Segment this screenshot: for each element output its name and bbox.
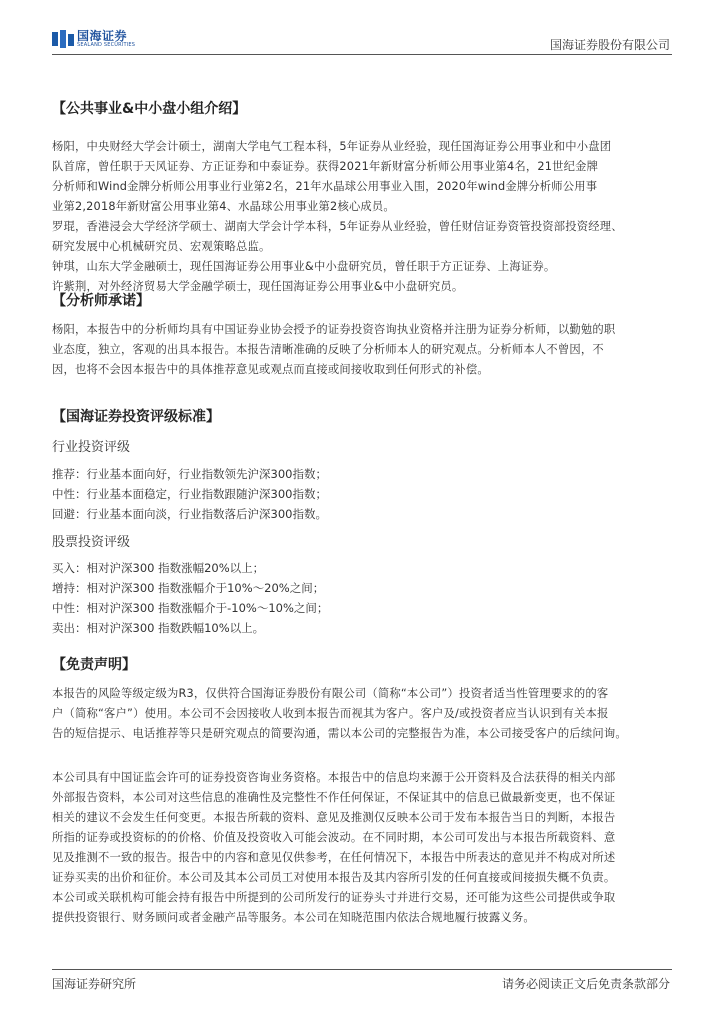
industry-rating-item: 回避：行业基本面向淡，行业指数落后沪深300指数。 (52, 507, 327, 521)
team-section-title: 【公共事业&中小盘小组介绍】 (52, 101, 247, 117)
team-line: 业第2,2018年新财富公用事业第4、水晶球公用事业第2核心成员。 (52, 200, 395, 213)
team-line: 许紫荆，对外经济贸易大学金融学硕士，现任国海证券公用事业&中小盘研究员。 (52, 280, 464, 293)
logo-name-en: SEALAND SECURITIES (77, 42, 136, 48)
logo-mark-icon (52, 30, 74, 48)
stock-rating-item: 卖出：相对沪深300 指数跌幅10%以上。 (52, 621, 265, 635)
commitment-line: 杨阳，本报告中的分析师均具有中国证券业协会授予的证券投资咨询执业资格并注册为证券分析师，以勤勉的职 (52, 323, 616, 336)
disclaimer-line: 本公司或关联机构可能会持有报告中所提到的公司所发行的证券头寸并进行交易，还可能为这些公司提供或争取 (52, 891, 616, 904)
team-line: 罗琨，香港浸会大学经济学硕士、湖南大学会计学本科，5年证券从业经验，曾任财信证券资管投资部投资经理、 (52, 220, 623, 233)
footer-institute: 国海证券研究所 (52, 977, 137, 991)
stock-rating-item: 中性：相对沪深300 指数涨幅介于-10%～10%之间； (52, 601, 329, 615)
logo-name-cn: 国海证券 (77, 29, 128, 43)
disclaimer-line: 告的短信提示、电话推荐等只是研究观点的简要沟通，需以本公司的完整报告为准，本公司接受客户的后续问询。 (52, 727, 627, 740)
disclaimer-line: 相关的建议不会发生任何变更。本报告所载的资料、意见及推测仅反映本公司于发布本报告当日的判断，本报告 (52, 811, 616, 824)
stock-rating-heading: 股票投资评级 (52, 535, 131, 550)
disclaimer-line: 提供投资银行、财务顾问或者金融产品等服务。本公司在知晓范围内依法合规地履行披露义务。 (52, 911, 535, 924)
company-logo (52, 30, 135, 48)
team-line: 分析师和Wind金牌分析师公用事业行业第2名，21年水晶球公用事业入围，2020年wind金牌分析师公用事 (52, 180, 598, 193)
stock-rating-item: 增持：相对沪深300 指数涨幅介于10%～20%之间； (52, 581, 325, 595)
disclaimer-line: 本报告的风险等级定级为R3，仅供符合国海证券股份有限公司（简称“本公司”）投资者适当性管理要求的的客 (52, 687, 609, 700)
commitment-line: 因，也将不会因本报告中的具体推荐意见或观点而直接或间接收取到任何形式的补偿。 (52, 363, 489, 376)
team-intro (52, 137, 672, 297)
disclaimer-line: 本公司具有中国证监会许可的证券投资咨询业务资格。本报告中的信息均来源于公开资料及合法获得的相关内部 (52, 771, 616, 784)
stock-rating-item: 买入：相对沪深300 指数涨幅20%以上； (52, 561, 265, 575)
team-line: 研究发展中心机械研究员、宏观策略总监。 (52, 240, 271, 253)
rating-section-title: 【国海证券投资评级标准】 (52, 409, 220, 425)
disclaimer-paragraph-2 (52, 768, 672, 928)
footer-notice: 请务必阅读正文后免责条款部分 (501, 977, 670, 991)
team-line: 杨阳，中央财经大学会计硕士，湖南大学电气工程本科，5年证券从业经验，现任国海证券公用事业和中小盘团 (52, 140, 612, 153)
disclaimer-line: 证券买卖的出价和征价。本公司及其本公司员工对使用本报告及其内容所引发的任何直接或间接损失概不负责。 (52, 871, 616, 884)
header-divider (52, 54, 672, 55)
industry-rating-heading: 行业投资评级 (52, 440, 131, 455)
disclaimer-line: 户（简称“客户”）使用。本公司不会因接收人收到本报告而视其为客户。客户及/或投资者应当认识到有关本报 (52, 707, 609, 720)
team-line: 队首席，曾任职于天风证券、方正证券和中泰证券。获得2021年新财富分析师公用事业第4名，21世纪金牌 (52, 160, 599, 173)
team-line: 钟琪，山东大学金融硕士，现任国海证券公用事业&中小盘研究员，曾任职于方正证券、上海证券。 (52, 260, 556, 273)
commitment-text (52, 320, 672, 380)
footer-divider (52, 969, 672, 970)
disclaimer-line: 见及推测不一致的报告。报告中的内容和意见仅供参考，在任何情况下，本报告中所表达的意见并不构成对所述 (52, 851, 616, 864)
disclaimer-line: 所指的证券或投资标的的价格、价值及投资收入可能会波动。在不同时期，本公司可发出与本报告所载资料、意 (52, 831, 616, 844)
disclaimer-section-title: 【免责声明】 (52, 657, 136, 673)
disclaimer-paragraph-1 (52, 684, 672, 744)
company-name: 国海证券股份有限公司 (549, 38, 670, 52)
industry-rating-item: 推荐：行业基本面向好，行业指数领先沪深300指数； (52, 467, 327, 481)
commitment-line: 业态度，独立，客观的出具本报告。本报告清晰准确的反映了分析师本人的研究观点。分析师本人不曾因，不 (52, 343, 604, 356)
commitment-section-title: 【分析师承诺】 (52, 293, 150, 309)
disclaimer-line: 外部报告资料，本公司对这些信息的准确性及完整性不作任何保证，不保证其中的信息已做最新变更，也不保证 (52, 791, 616, 804)
page-header (0, 0, 724, 56)
industry-rating-item: 中性：行业基本面稳定，行业指数跟随沪深300指数； (52, 487, 327, 501)
